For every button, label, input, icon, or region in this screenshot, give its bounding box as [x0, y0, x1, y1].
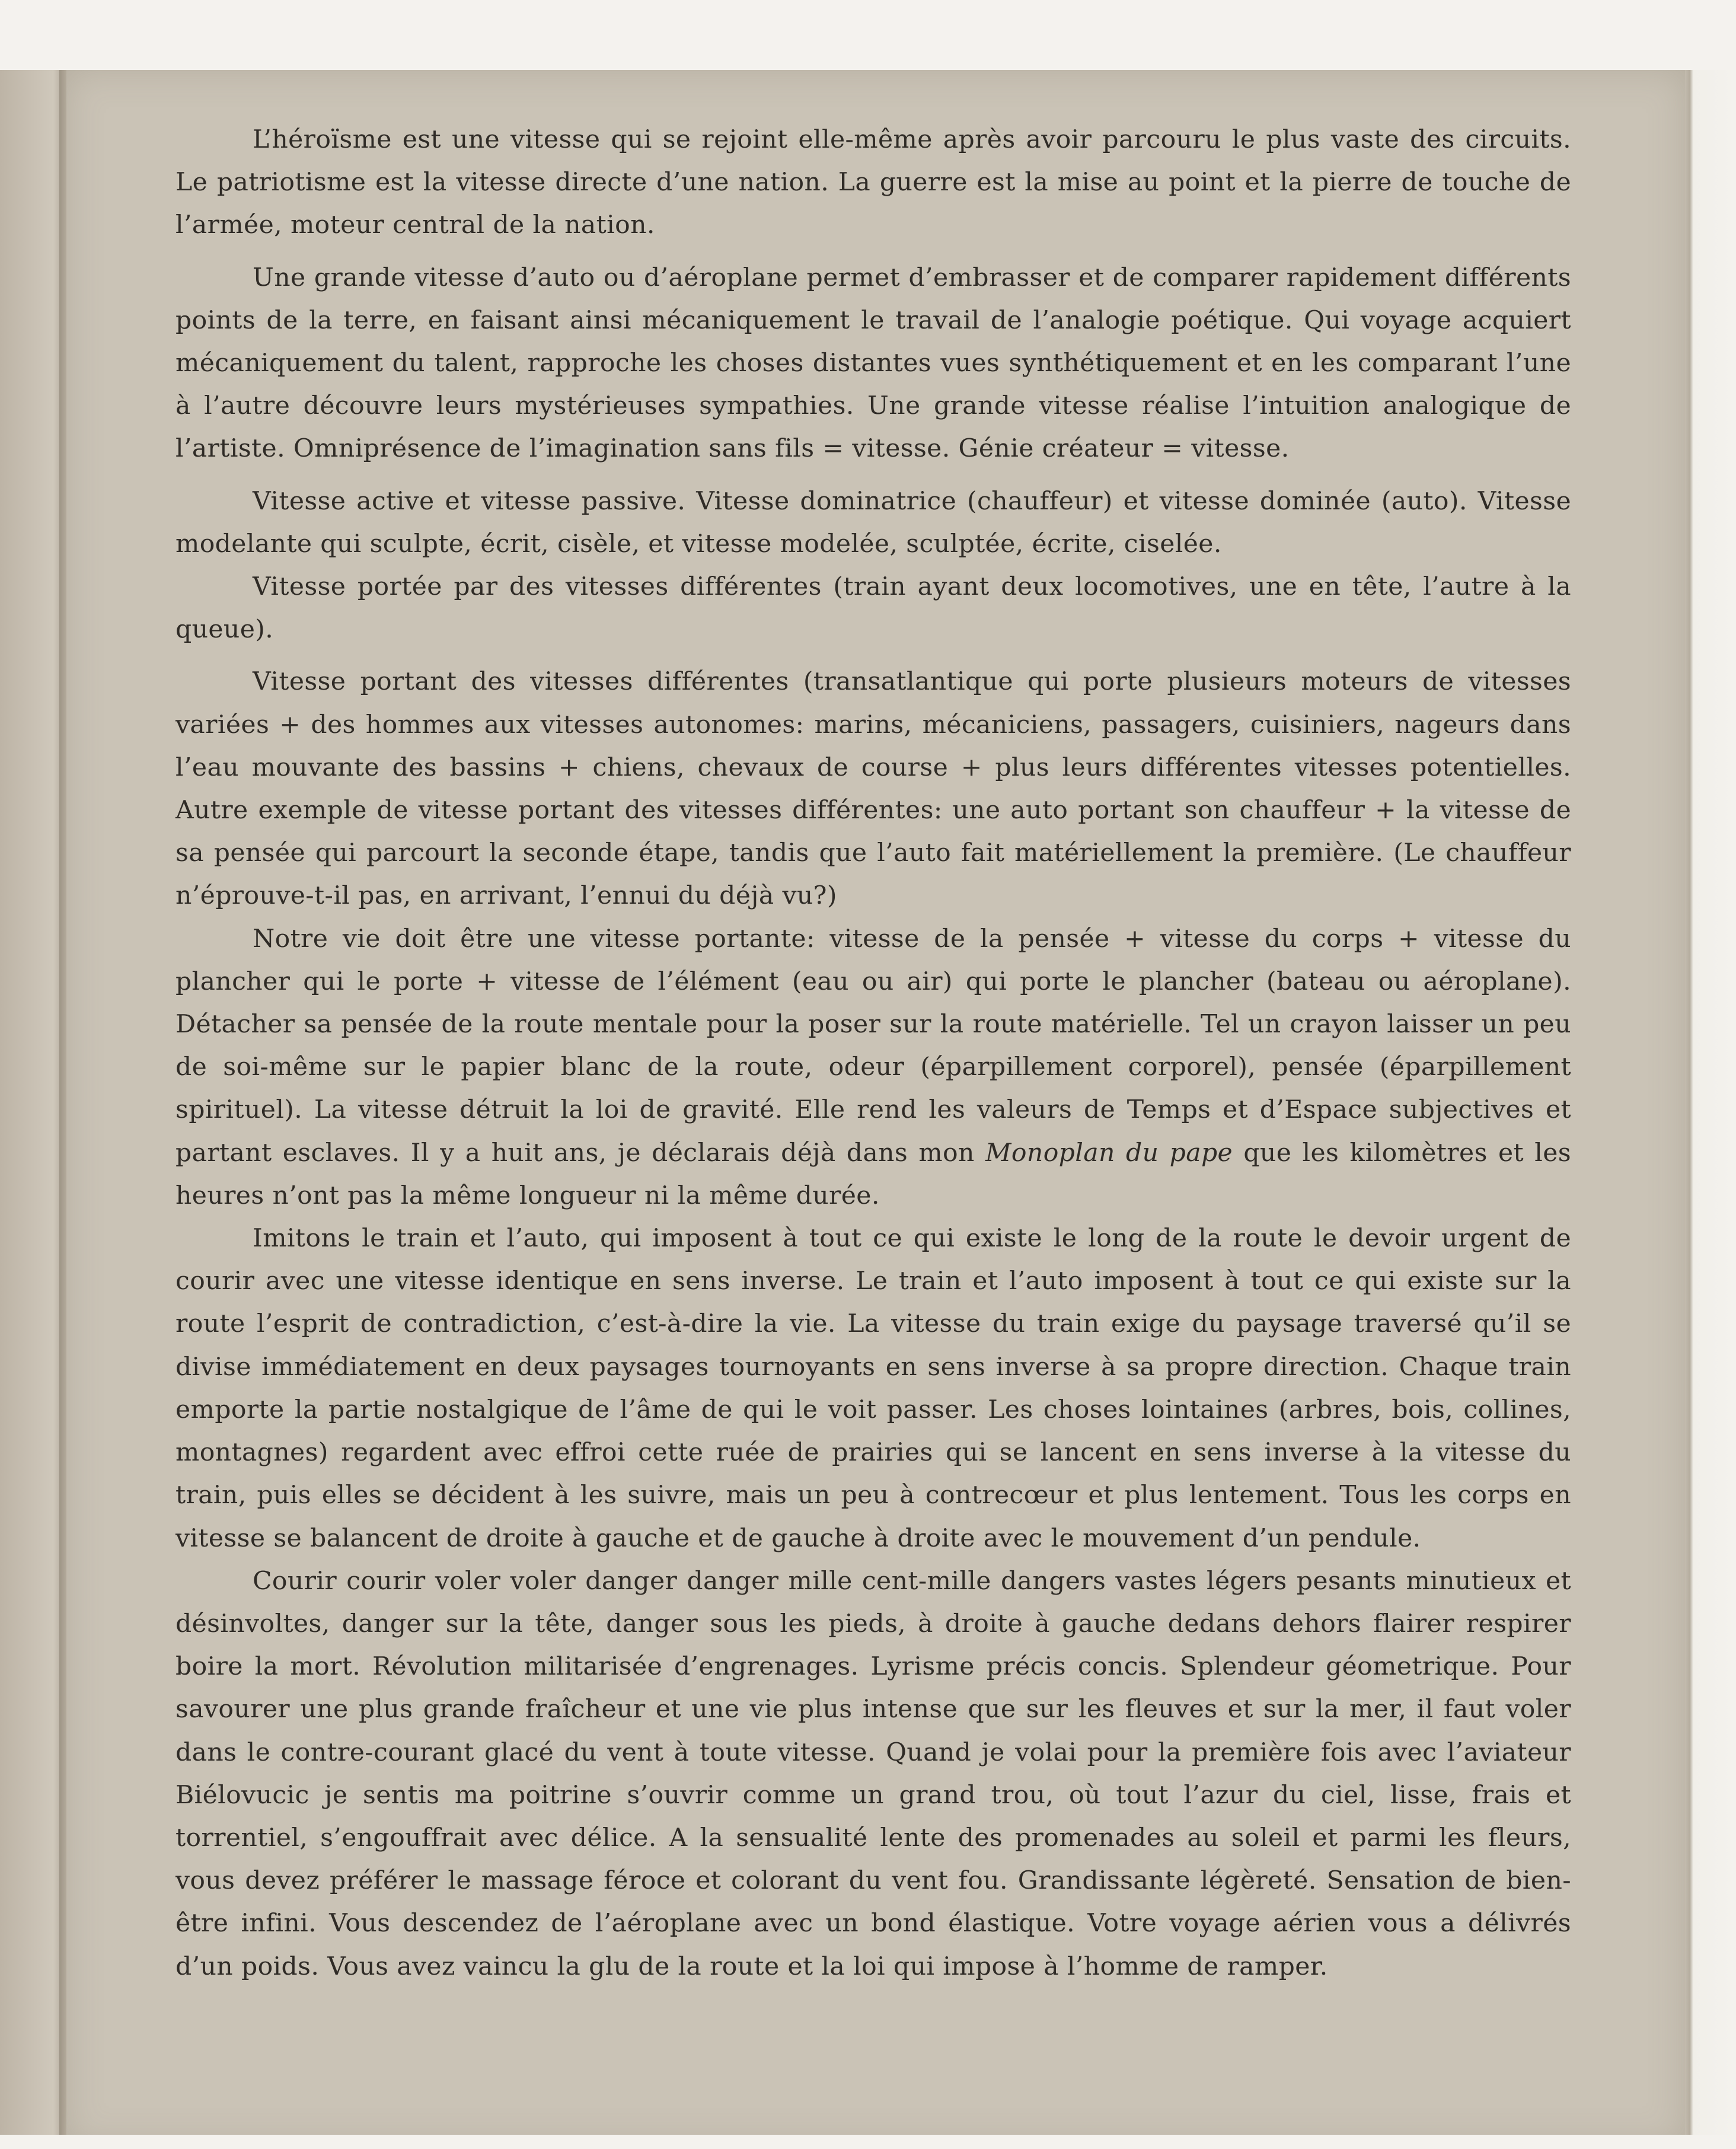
- paragraph-active-passive-speed: Vitesse active et vitesse passive. Vitesse dominatrice (chauffeur) et vitesse dominée (auto). Vitesse modelante qui sculpte, écrit, cisèle, et vitesse modelée, sculptée, écrite, ciselée.: [175, 486, 1571, 559]
- scan-top-margin: [0, 0, 1736, 70]
- paragraph-carried-speed: Vitesse portée par des vitesses différentes (train ayant deux locomotives, une en tête, l’autre à la queue).: [175, 572, 1571, 645]
- paragraph-life-speed-ending: que les kilomètres et les heures n’ont pas la même longueur ni la même durée.: [175, 1138, 1571, 1210]
- paragraph-life-speed: [175, 918, 1571, 1217]
- paragraph-speed-analogy: Une grande vitesse d’auto ou d’aéroplane permet d’embrasser et de comparer rapidement différents points de la terre, en faisant ainsi mécaniquement le travail de l’analogie poétique. Qui voyage acquiert mécaniquement du talent, rapproche les choses distantes vues synthétiquement et en les comparant l’une à l’autre découvre leurs mystérieuses sympathies. Une grande vitesse réalise l’intuition analogique de l’artiste. Omniprésence de l’imagination sans fils = vitesse. Génie créateur = vitesse.: [175, 263, 1571, 464]
- paragraph-heroism: L’héroïsme est une vitesse qui se rejoint elle-même après avoir parcouru le plus vaste des circuits. Le patriotisme est la vitesse directe d’une nation. La guerre est la mise au point et la pierre de touche de l’armée, moteur central de la nation.: [175, 125, 1571, 240]
- paragraph-train-auto: Imitons le train et l’auto, qui imposent à tout ce qui existe le long de la route le devoir urgent de courir avec une vitesse identique en sens inverse. Le train et l’auto imposent à tout ce qui existe sur la route l’esprit de contradiction, c’est-à-dire la vie. La vitesse du train exige du paysage traversé qu’il se divise immédiatement en deux paysages tournoyants en sens inverse à sa propre direction. Chaque train emporte la partie nostalgique de l’âme de qui le voit passer. Les choses lointaines (arbres, bois, collines, montagnes) regardent avec effroi cette ruée de prairies qui se lancent en sens inverse à la vitesse du train, puis elles se décident à les suivre, mais un peu à contrecœur et plus lentement. Tous les corps en vitesse se balancent de droite à gauche et de gauche à droite avec le mouvement d’un pendule.: [175, 1224, 1571, 1553]
- paragraph-life-speed-text: Notre vie doit être une vitesse portante: vitesse de la pensée + vitesse du corps + vitesse du plancher qui le porte + vitesse de l’élément (eau ou air) qui porte le plancher (bateau ou aéroplane). Détacher sa pensée de la route mentale pour la poser sur la route matérielle. Tel un crayon laisser un peu de soi-même sur le papier blanc de la route, odeur (éparpillement corporel), pensée (éparpillement spirituel). La vitesse détruit la loi de gravité. Elle rend les valeurs de Temps et d’Espace subjectives et partant esclaves. Il y a huit ans, je déclarais déjà dans mon: [175, 924, 1571, 1168]
- page-text-block: [175, 119, 1571, 1988]
- book-title-italic: Monoplan du pape: [985, 1138, 1233, 1168]
- scan-bottom-margin: [0, 2135, 1736, 2149]
- paragraph-carrying-speed: Vitesse portant des vitesses différentes (transatlantique qui porte plusieurs moteurs de vitesses variées + des hommes aux vitesses autonomes: marins, mécaniciens, passagers, cuisiniers, nageurs dans l’eau mouvante des bassins + chiens, chevaux de course + plus leurs différentes vitesses potentielles. Autre exemple de vitesse portant des vitesses différentes: une auto portant son chauffeur + la vitesse de sa pensée qui parcourt la seconde étape, tandis que l’auto fait matériellement la première. (Le chauffeur n’éprouve-t-il pas, en arrivant, l’ennui du déjà vu?): [175, 667, 1571, 911]
- paragraph-flight: Courir courir voler voler danger danger mille cent-mille dangers vastes légers pesants minutieux et désinvoltes, danger sur la tête, danger sous les pieds, à droite à gauche dedans dehors flairer respirer boire la mort. Révolution militarisée d’engrenages. Lyrisme précis concis. Splendeur géometrique. Pour savourer une plus grande fraîcheur et une vie plus intense que sur les fleuves et sur la mer, il faut voler dans le contre-courant glacé du vent à toute vitesse. Quand je volai pour la première fois avec l’aviateur Biélovucic je sentis ma poitrine s’ouvrir comme un grand trou, où tout l’azur du ciel, lisse, frais et torrentiel, s’engouffrait avec délice. A la sensualité lente des promenades au soleil et parmi les fleurs, vous devez préférer le massage féroce et colorant du vent fou. Grandissante légèreté. Sensation de bien-être infini. Vous descendez de l’aéroplane avec un bond élastique. Votre voyage aérien vous a délivrés d’un poids. Vous avez vaincu la glu de la route et la loi qui impose à l’homme de ramper.: [175, 1566, 1571, 1981]
